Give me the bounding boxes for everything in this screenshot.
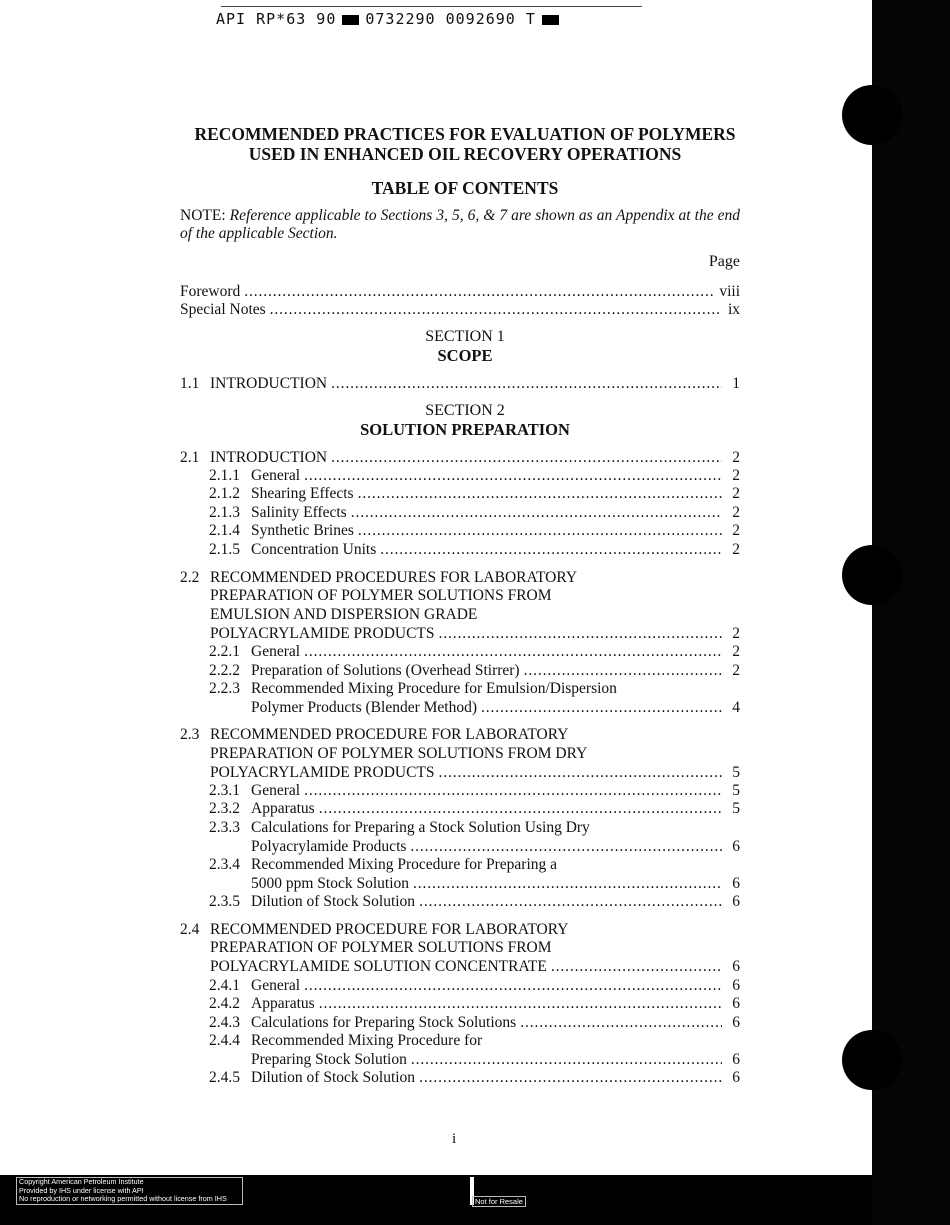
toc-title: TABLE OF CONTENTS	[371, 178, 559, 198]
punch-hole	[842, 85, 902, 145]
toc-subentry[interactable]: 2.4.3 Calculations for Preparing Stock Solutions . . . 6	[209, 1013, 740, 1032]
doc-title-2: USED IN ENHANCED OIL RECOVERY OPERATIONS	[248, 144, 682, 164]
copyright-notice: Copyright American Petroleum Institute Provided by IHS under license with API No reproduction or networking permitted without license from IHS	[16, 1177, 243, 1205]
toc-subentry[interactable]: 2.2.1 General . . . 2	[209, 642, 740, 661]
toc-entry-num: 2.2	[180, 569, 200, 586]
page-column-label: Page	[708, 253, 740, 270]
section-heading: SECTION 1 SCOPE	[425, 328, 505, 365]
toc-subentry[interactable]: 2.4.1 General . . . 6	[209, 976, 740, 995]
toc-entry[interactable]: Special Notes . . . ix	[180, 300, 740, 319]
toc-entry-line: RECOMMENDED PROCEDURES FOR LABORATORY	[210, 569, 578, 586]
toc-subentry[interactable]: Preparing Stock Solution . . . 6	[251, 1050, 740, 1069]
note-label: NOTE:	[180, 207, 226, 224]
page-number: i	[452, 1131, 457, 1147]
toc-subentry[interactable]: 2.3.1 General . . . 5	[209, 781, 740, 800]
toc-entry[interactable]: POLYACRYLAMIDE SOLUTION CONCENTRATE . . . 6	[210, 957, 740, 976]
toc-entry-line: PREPARATION OF POLYMER SOLUTIONS FROM DRY	[210, 745, 588, 762]
toc-subentry-line: 2.3.3 Calculations for Preparing a Stock Solution Using Dry	[209, 819, 590, 836]
redaction-block	[342, 15, 359, 25]
toc-entry-num: 2.4	[180, 921, 200, 938]
toc-subentry[interactable]: Polyacrylamide Products . . . 6	[251, 837, 740, 856]
doc-code-b: 0732290 0092690 T	[365, 10, 536, 28]
toc-entry-num: 2.3	[180, 726, 200, 743]
toc-subentry-line: 2.4.4 Recommended Mixing Procedure for	[209, 1032, 483, 1049]
note	[180, 207, 740, 243]
toc-entry[interactable]: POLYACRYLAMIDE PRODUCTS . . . 2	[210, 624, 740, 643]
toc-entry-line: PREPARATION OF POLYMER SOLUTIONS FROM	[210, 587, 552, 604]
toc-subentry[interactable]: 2.1.1 General . . . 2	[209, 466, 740, 485]
toc-entry-line: RECOMMENDED PROCEDURE FOR LABORATORY	[210, 921, 569, 938]
toc-subentry[interactable]: 2.3.2 Apparatus . . . 5	[209, 799, 740, 818]
toc-subentry[interactable]: 2.3.5 Dilution of Stock Solution . . . 6	[209, 892, 740, 911]
punch-hole	[842, 545, 902, 605]
toc-entry-line: EMULSION AND DISPERSION GRADE	[210, 606, 478, 623]
toc-subentry[interactable]: 2.4.2 Apparatus . . . 6	[209, 994, 740, 1013]
punch-hole	[842, 1030, 902, 1090]
document-code	[216, 10, 656, 32]
redaction-block	[542, 15, 559, 25]
section-heading: SECTION 2 SOLUTION PREPARATION	[360, 402, 570, 439]
note-text: Reference applicable to Sections 3, 5, 6, & 7 are shown as an Appendix at the end of the applicable Section.	[180, 207, 740, 242]
header-rule	[221, 6, 642, 7]
toc-subentry-line: 2.2.3 Recommended Mixing Procedure for Emulsion/Dispersion	[209, 680, 617, 697]
resale-notice: Not for Resale	[472, 1196, 526, 1207]
toc-subentry[interactable]: 2.1.2 Shearing Effects . . . 2	[209, 484, 740, 503]
toc-entry[interactable]: 2.1 INTRODUCTION . . . 2	[180, 448, 740, 467]
toc-subentry[interactable]: 2.2.2 Preparation of Solutions (Overhead Stirrer) . . . 2	[209, 661, 740, 680]
toc-entry[interactable]: POLYACRYLAMIDE PRODUCTS . . . 5	[210, 763, 740, 782]
toc-subentry[interactable]: 2.1.4 Synthetic Brines . . . 2	[209, 521, 740, 540]
toc-subentry[interactable]: 2.1.3 Salinity Effects . . . 2	[209, 503, 740, 522]
toc-subentry[interactable]: 2.1.5 Concentration Units . . . 2	[209, 540, 740, 559]
doc-title-1: RECOMMENDED PRACTICES FOR EVALUATION OF POLYMERS	[194, 124, 736, 144]
toc-subentry[interactable]: Polymer Products (Blender Method) . . . 4	[251, 698, 740, 717]
toc-subentry[interactable]: 2.4.5 Dilution of Stock Solution . . . 6	[209, 1068, 740, 1087]
toc-subentry[interactable]: 5000 ppm Stock Solution . . . 6	[251, 874, 740, 893]
toc-entry-line: PREPARATION OF POLYMER SOLUTIONS FROM	[210, 939, 552, 956]
toc-entry-line: RECOMMENDED PROCEDURE FOR LABORATORY	[210, 726, 569, 743]
doc-code-a: API RP*63 90	[216, 10, 337, 28]
toc-subentry-line: 2.3.4 Recommended Mixing Procedure for Preparing a	[209, 856, 558, 873]
toc-entry[interactable]: 1.1 INTRODUCTION . . . 1	[180, 374, 740, 393]
toc-entry[interactable]: Foreword . . . viii	[180, 282, 740, 301]
